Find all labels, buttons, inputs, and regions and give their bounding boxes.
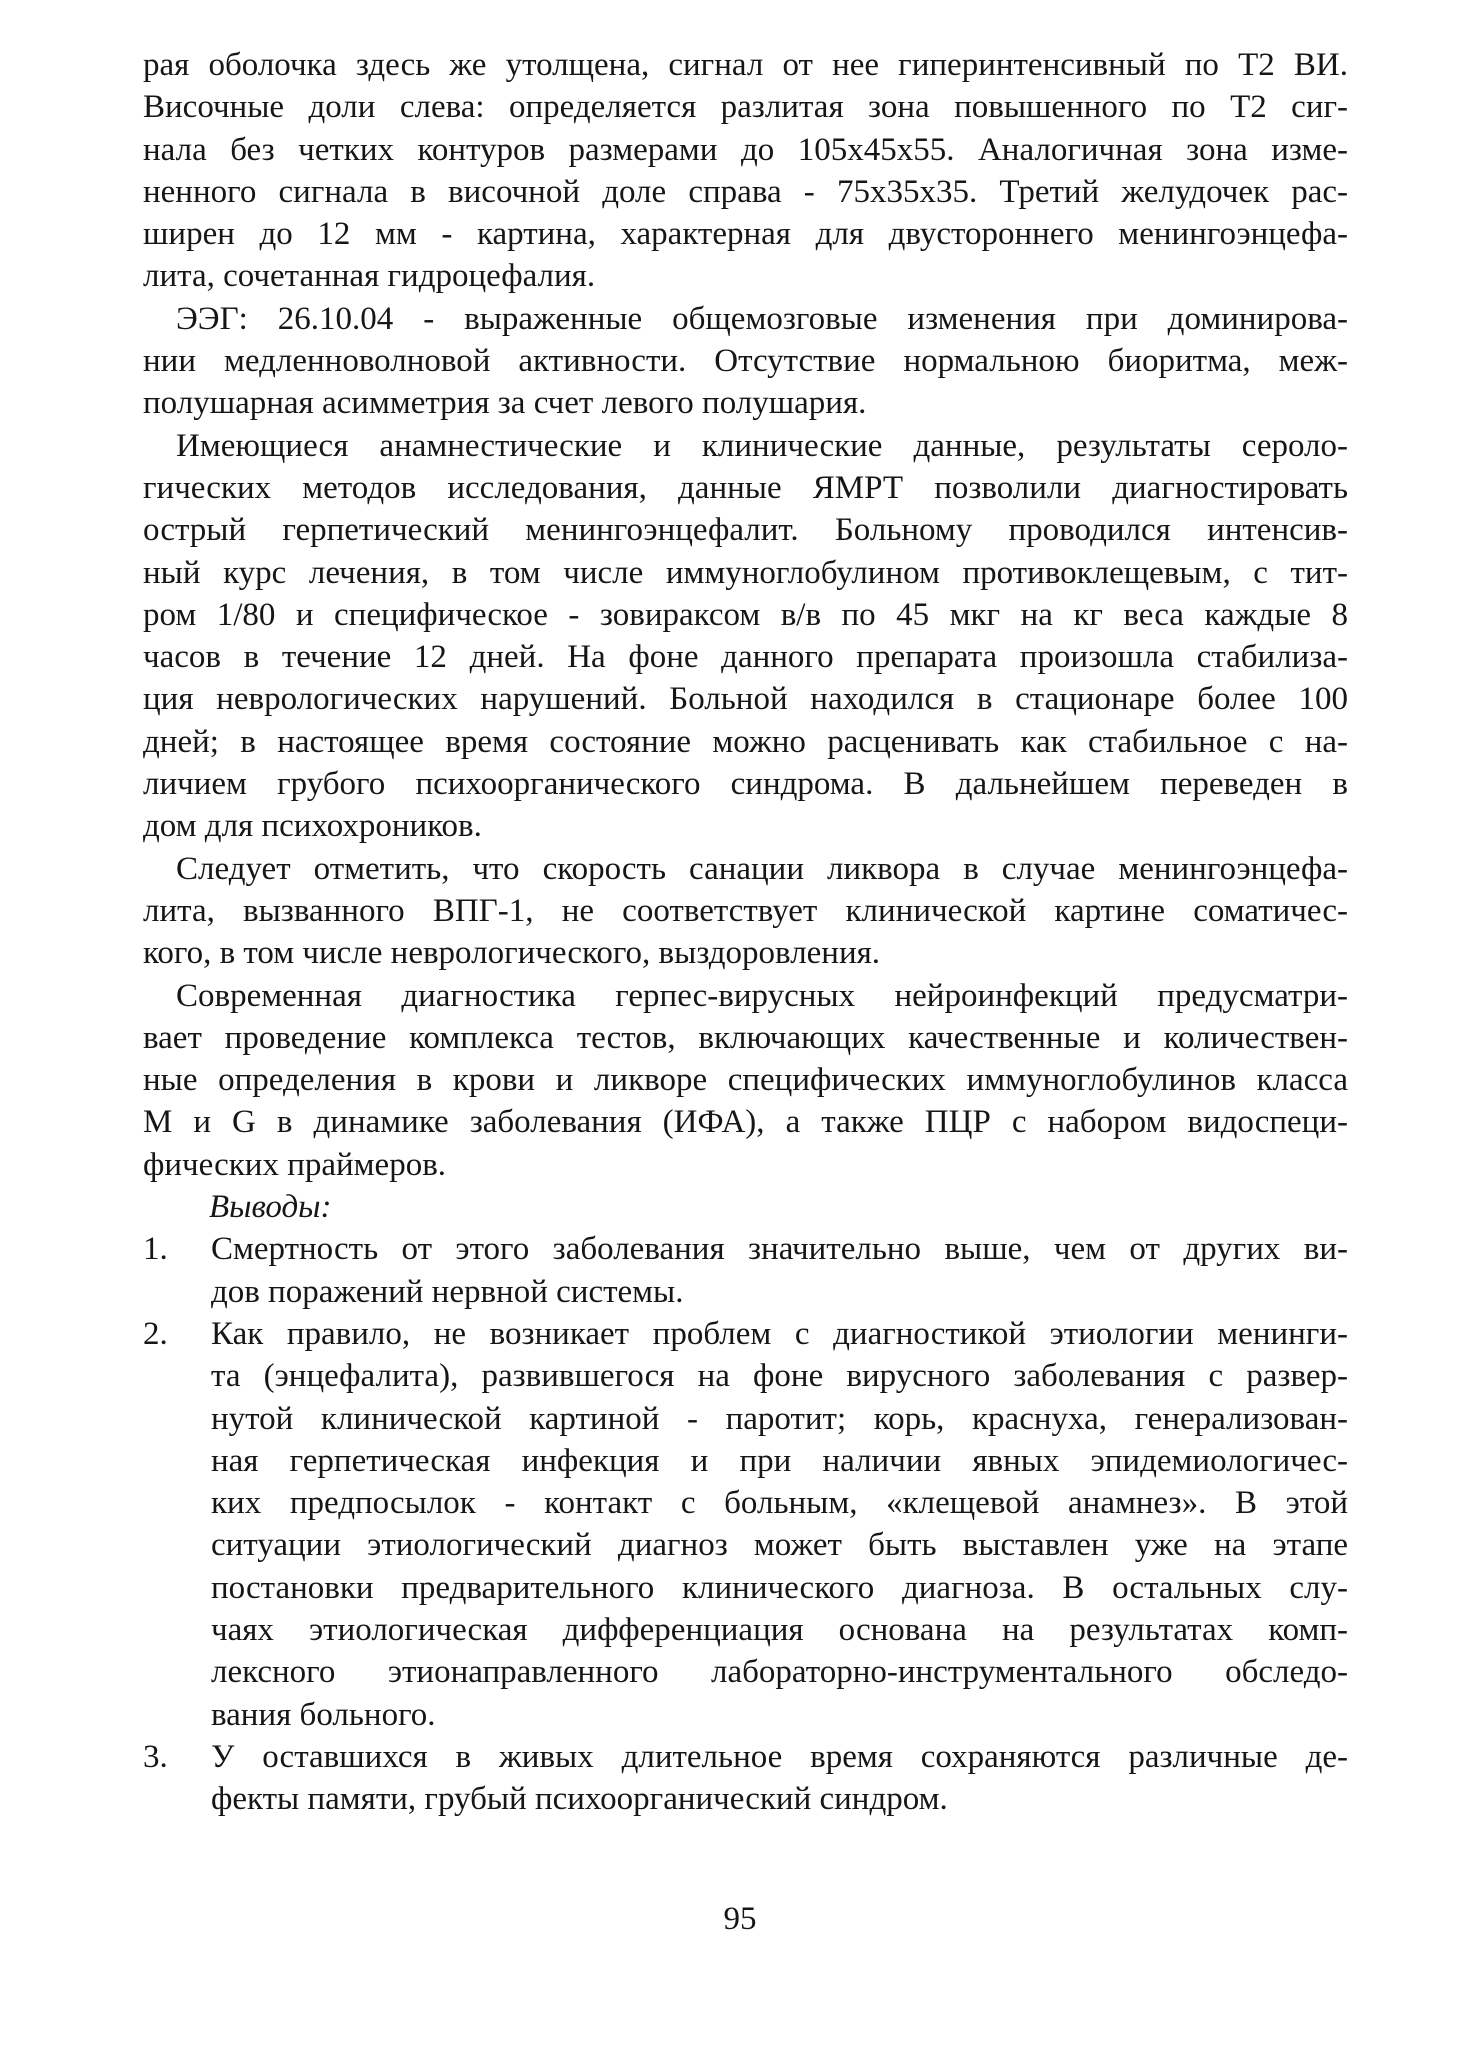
text-line: та (энцефалита), развившегося на фоне вирусного заболевания с развер- (211, 1358, 1348, 1395)
list-item (143, 1228, 1348, 1313)
text-line: нии медленноволновой активности. Отсутствие нормальною биоритма, меж- (143, 343, 1348, 380)
text-line: чаях этиологическая дифференциация основана на результатах комп- (211, 1611, 1348, 1648)
text-line: ких предпосылок - контакт с больным, «клещевой анамнез». В этой (211, 1485, 1348, 1522)
text-line: вания больного. (211, 1696, 436, 1733)
list-item (143, 1313, 1348, 1736)
text-line: Современная диагностика герпес-вирусных нейроинфекций предусматри- (176, 977, 1348, 1014)
text-line: У оставшихся в живых длительное время сохраняются различные де- (211, 1738, 1348, 1775)
text-line: постановки предварительного клинического диагноза. В остальных слу- (211, 1569, 1348, 1606)
text-line: полушарная асимметрия за счет левого полушария. (143, 385, 867, 422)
text-line: ЭЭГ: 26.10.04 - выраженные общемозговые изменения при доминирова- (176, 300, 1348, 337)
text-line: дней; в настоящее время состояние можно расценивать как стабильное с на- (143, 723, 1348, 760)
text-line: ситуации этиологический диагноз может быть выставлен уже на этапе (211, 1527, 1348, 1564)
text-line: ром 1/80 и специфическое - зовираксом в/в по 45 мкг на кг веса каждые 8 (143, 596, 1348, 633)
paragraph-eeg (143, 298, 1348, 425)
text-line: ширен до 12 мм - картина, характерная для двустороннего менингоэнцефа- (143, 216, 1348, 253)
text-line: Имеющиеся анамнестические и клинические данные, результаты сероло- (176, 427, 1348, 464)
paragraph-csf-sanitation (143, 848, 1348, 975)
text-line: лита, вызванного ВПГ-1, не соответствует клинической картине соматичес- (143, 892, 1348, 929)
paragraph-mri-findings (143, 44, 1348, 298)
page-body (143, 44, 1348, 1820)
text-line: нутой клинической картиной - паротит; корь, краснуха, генерализован- (211, 1400, 1348, 1437)
text-line: Височные доли слева: определяется разлитая зона повышенного по Т2 сиг- (143, 89, 1348, 126)
text-line: ная герпетическая инфекция и при наличии явных эпидемиологичес- (211, 1442, 1348, 1479)
list-number: 2. (143, 1315, 168, 1352)
text-line: M и G в динамике заболевания (ИФА), а также ПЦР с набором видоспеци- (143, 1104, 1348, 1141)
text-line: нала без четких контуров размерами до 105х45х55. Аналогичная зона изме- (143, 131, 1348, 168)
text-line: дов поражений нервной системы. (211, 1273, 684, 1310)
text-line: ненного сигнала в височной доле справа - 75х35х35. Третий желудочек рас- (143, 173, 1348, 210)
text-line: личием грубого психоорганического синдрома. В дальнейшем переведен в (143, 766, 1348, 803)
conclusions-list (143, 1228, 1348, 1820)
text-line: часов в течение 12 дней. На фоне данного препарата произошла стабилиза- (143, 639, 1348, 676)
text-line: лексного этионаправленного лабораторно-инструментального обследо- (211, 1654, 1348, 1691)
text-line: острый герпетический менингоэнцефалит. Больному проводился интенсив- (143, 512, 1348, 549)
list-number: 1. (143, 1231, 168, 1268)
text-line: Смертность от этого заболевания значительно выше, чем от других ви- (211, 1231, 1348, 1268)
text-line: дом для психохроников. (143, 808, 482, 845)
list-item (143, 1736, 1348, 1821)
list-number: 3. (143, 1738, 168, 1775)
paragraph-diagnosis-treatment (143, 425, 1348, 848)
text-line: ные определения в крови и ликворе специфических иммуноглобулинов класса (143, 1062, 1348, 1099)
text-line: кого, в том числе неврологического, выздоровления. (143, 935, 881, 972)
text-line: Как правило, не возникает проблем с диагностикой этиологии менинги- (211, 1315, 1348, 1352)
text-line: рая оболочка здесь же утолщена, сигнал от нее гиперинтенсивный по Т2 ВИ. (143, 47, 1348, 83)
text-line: фических праймеров. (143, 1146, 447, 1183)
page-number: 95 (723, 1901, 757, 1937)
text-line: лита, сочетанная гидроцефалия. (143, 258, 596, 295)
text-line: вает проведение комплекса тестов, включающих качественные и количествен- (143, 1019, 1348, 1056)
text-line: ция неврологических нарушений. Больной находился в стационаре более 100 (143, 681, 1348, 718)
text-line: гических методов исследования, данные ЯМРТ позволили диагностировать (143, 469, 1348, 506)
conclusions-heading (143, 1186, 1348, 1228)
paragraph-modern-diagnostics (143, 975, 1348, 1186)
section-heading: Выводы: (209, 1189, 332, 1226)
text-line: фекты памяти, грубый психоорганический синдром. (211, 1781, 948, 1818)
text-line: ный курс лечения, в том числе иммуноглобулином противоклещевым, с тит- (143, 554, 1348, 591)
text-line: Следует отметить, что скорость санации ликвора в случае менингоэнцефа- (176, 850, 1348, 887)
